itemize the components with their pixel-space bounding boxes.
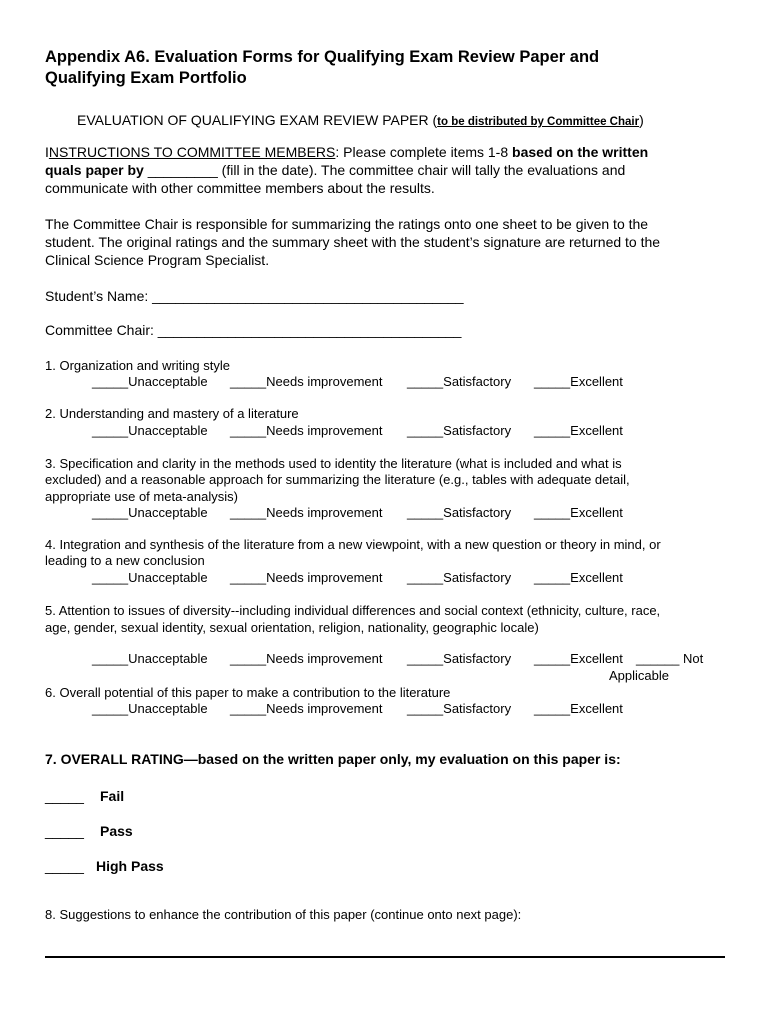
item-2-text: 2. Understanding and mastery of a literature: [45, 406, 299, 421]
pass-label: Pass: [100, 823, 133, 839]
item-4-text-line2: leading to a new conclusion: [45, 553, 205, 568]
instructions-heading: NSTRUCTIONS TO COMMITTEE MEMBERS: [48, 144, 336, 160]
item-2-needs-improvement[interactable]: _____Needs improvement: [230, 423, 383, 438]
chair-paragraph-line1: The Committee Chair is responsible for summarizing the ratings onto one sheet to be given to the: [45, 216, 649, 232]
subtitle-close: ): [639, 112, 644, 128]
item-1-needs-improvement[interactable]: _____Needs improvement: [230, 374, 383, 389]
instructions-bold-2: quals paper by: [45, 162, 144, 178]
overall-rating-heading: 7. OVERALL RATING—based on the written paper only, my evaluation on this paper is:: [45, 751, 621, 767]
item-1-satisfactory[interactable]: _____Satisfactory: [407, 374, 512, 389]
item-2-excellent[interactable]: _____Excellent: [534, 423, 623, 438]
page-title-line2: Qualifying Exam Portfolio: [45, 69, 247, 87]
item-6-excellent[interactable]: _____Excellent: [534, 701, 623, 716]
instructions-line2: [45, 162, 625, 178]
item-5-text-line1: 5. Attention to issues of diversity--including individual differences and social context (ethnicity, culture, race,: [45, 603, 661, 618]
item-6-text: 6. Overall potential of this paper to make a contribution to the literature: [45, 685, 451, 700]
item-3-excellent[interactable]: _____Excellent: [534, 505, 623, 520]
item-6-satisfactory[interactable]: _____Satisfactory: [407, 701, 512, 716]
item-1-excellent[interactable]: _____Excellent: [534, 374, 623, 389]
page-title: Appendix A6. Evaluation Forms for Qualifying Exam Review Paper and: [45, 48, 600, 66]
item-5-needs-improvement[interactable]: _____Needs improvement: [230, 651, 383, 666]
fail-label: Fail: [100, 788, 125, 804]
item-5-excellent[interactable]: _____Excellent: [534, 651, 623, 666]
item-5-satisfactory[interactable]: _____Satisfactory: [407, 651, 512, 666]
item-2-satisfactory[interactable]: _____Satisfactory: [407, 423, 512, 438]
suggestions-line[interactable]: [45, 956, 725, 958]
chair-paragraph-line3: Clinical Science Program Specialist.: [45, 252, 270, 268]
subtitle-note: to be distributed by Committee Chair: [437, 116, 640, 128]
item-5-not-applicable-label: Applicable: [609, 668, 669, 683]
item-4-satisfactory[interactable]: _____Satisfactory: [407, 570, 512, 585]
committee-chair-field[interactable]: Committee Chair: _______________________________________: [45, 322, 462, 338]
chair-paragraph-line2: student. The original ratings and the summary sheet with the student’s signature are returned to the: [45, 234, 661, 250]
item-6-needs-improvement[interactable]: _____Needs improvement: [230, 701, 383, 716]
high-pass-blank[interactable]: _____: [45, 858, 84, 874]
instructions-lead-i: I: [45, 144, 49, 160]
item-3-text-line3: appropriate use of meta-analysis): [45, 489, 238, 504]
item-5-not-applicable[interactable]: ______ Not: [636, 651, 704, 666]
item-4-unacceptable[interactable]: _____Unacceptable: [92, 570, 208, 585]
item-1-unacceptable[interactable]: _____Unacceptable: [92, 374, 208, 389]
subtitle-main: EVALUATION OF QUALIFYING EXAM REVIEW PAPER (: [77, 112, 438, 128]
instructions-bold: based on the written: [512, 144, 649, 160]
suggestions-text: 8. Suggestions to enhance the contribution of this paper (continue onto next page):: [45, 907, 522, 922]
pass-blank[interactable]: _____: [45, 823, 84, 839]
item-3-text-line2: excluded) and a reasonable approach for summarizing the literature (e.g., tables with adequate detail,: [45, 472, 630, 487]
item-5-unacceptable[interactable]: _____Unacceptable: [92, 651, 208, 666]
item-3-unacceptable[interactable]: _____Unacceptable: [92, 505, 208, 520]
instructions-text-2: _________ (fill in the date). The committee chair will tally the evaluations and: [143, 162, 626, 178]
item-6-unacceptable[interactable]: _____Unacceptable: [92, 701, 208, 716]
item-1-text: 1. Organization and writing style: [45, 358, 230, 373]
instructions-line3: communicate with other committee members about the results.: [45, 180, 435, 196]
item-4-excellent[interactable]: _____Excellent: [534, 570, 623, 585]
item-3-satisfactory[interactable]: _____Satisfactory: [407, 505, 512, 520]
high-pass-label: High Pass: [96, 858, 164, 874]
item-3-text-line1: 3. Specification and clarity in the methods used to identity the literature (what is included and what is: [45, 456, 622, 471]
item-4-needs-improvement[interactable]: _____Needs improvement: [230, 570, 383, 585]
item-4-text-line1: 4. Integration and synthesis of the literature from a new viewpoint, with a new question or theory in mind, or: [45, 537, 661, 552]
item-3-needs-improvement[interactable]: _____Needs improvement: [230, 505, 383, 520]
instructions-line1: [45, 144, 648, 160]
fail-blank[interactable]: _____: [45, 788, 84, 804]
item-2-unacceptable[interactable]: _____Unacceptable: [92, 423, 208, 438]
student-name-field[interactable]: Student’s Name: ________________________________________: [45, 288, 464, 304]
item-5-text-line2: age, gender, sexual identity, sexual orientation, religion, nationality, geographic locale): [45, 620, 539, 635]
form-subtitle: [77, 112, 644, 128]
instructions-text: : Please complete items 1-8: [335, 144, 513, 160]
